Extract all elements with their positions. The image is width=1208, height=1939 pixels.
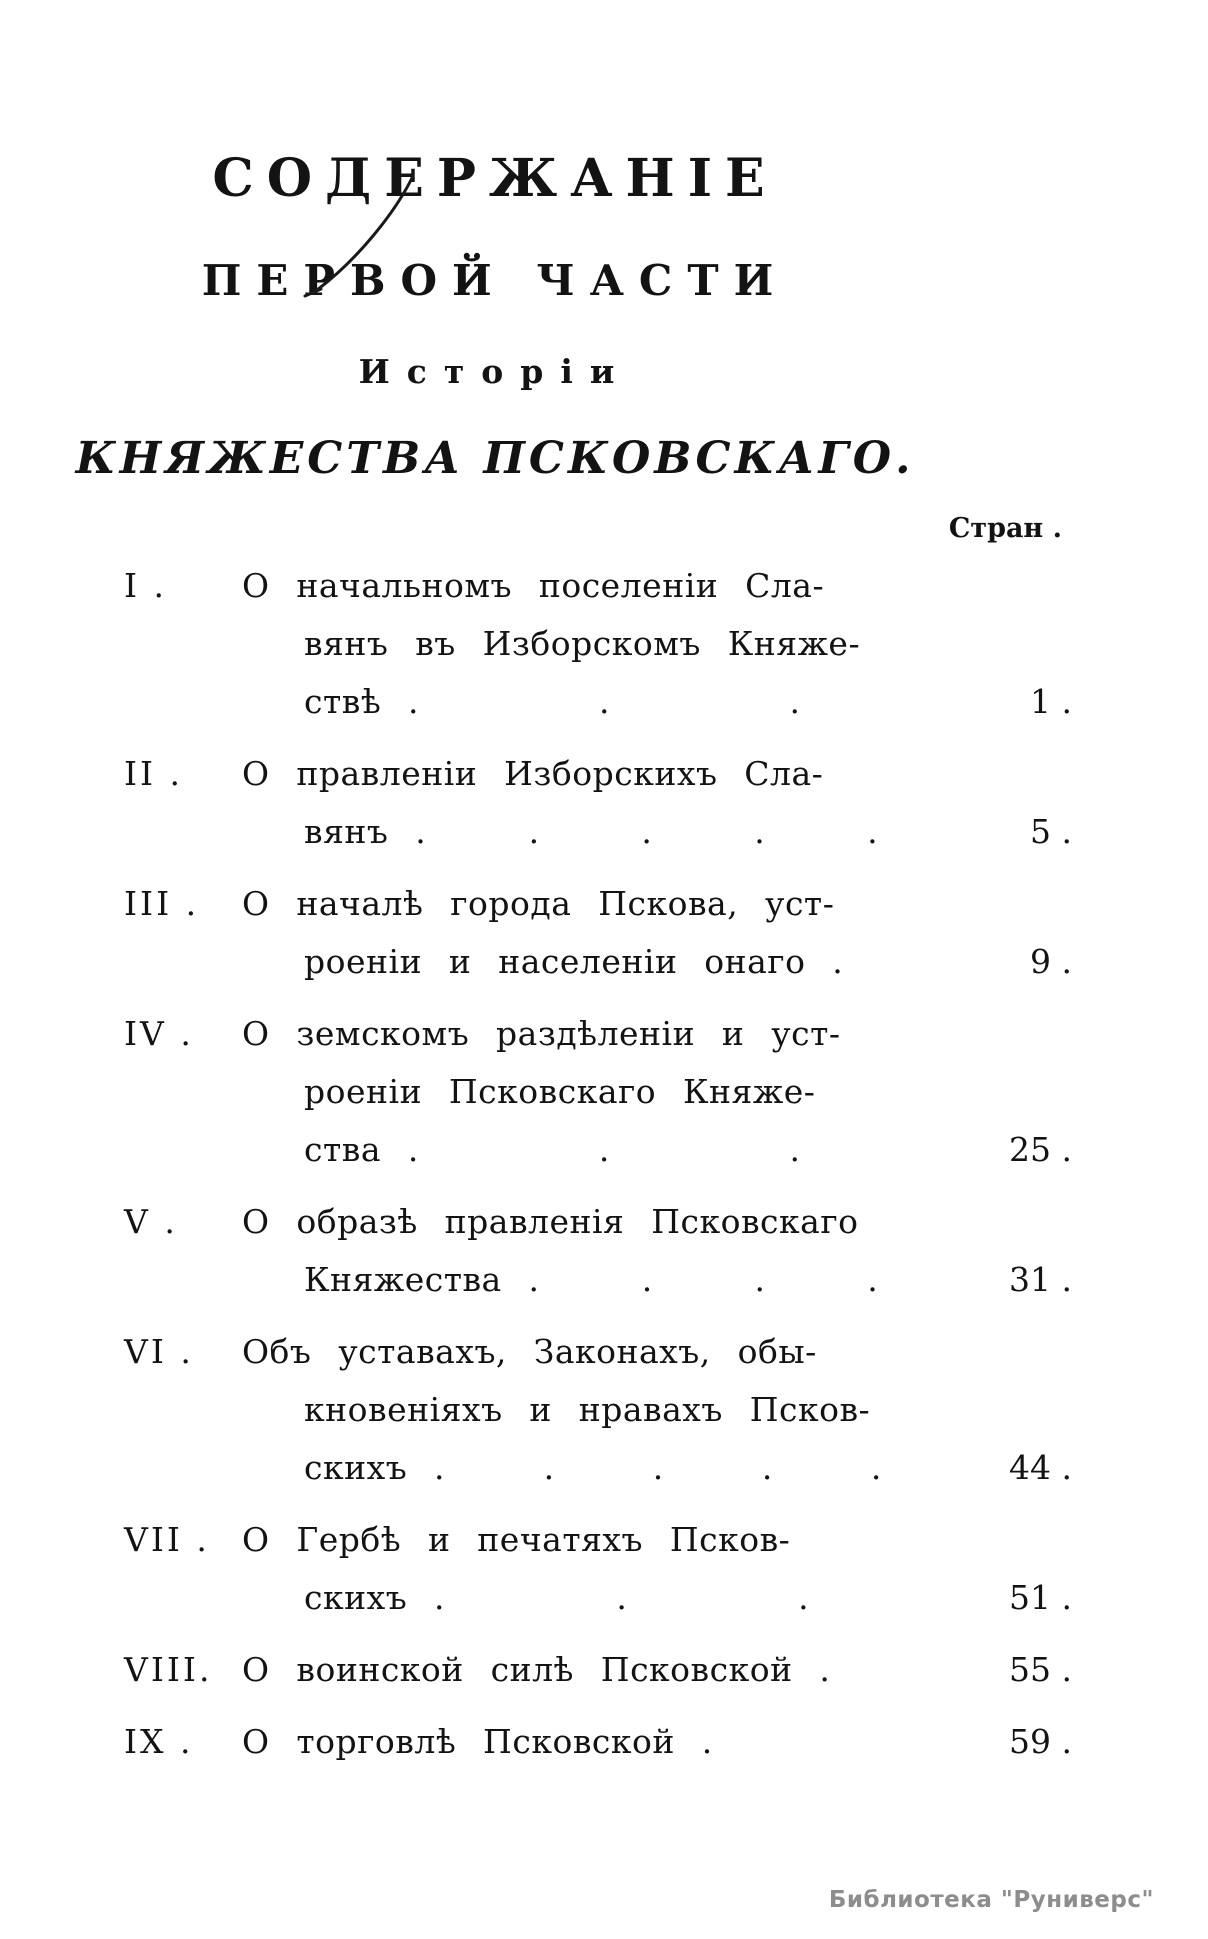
toc-line [124, 754, 1072, 812]
chapter-numeral: IV . [124, 1014, 194, 1053]
toc-list [124, 566, 1072, 1780]
toc-line [124, 1390, 1072, 1448]
toc-line [124, 884, 1072, 942]
dot-leader: . . . . [543, 1448, 882, 1487]
chapter-title-line: О образѣ правленія Псковскаго [242, 1202, 859, 1241]
toc-line [124, 1332, 1072, 1390]
chapter-numeral: IX . [124, 1722, 194, 1761]
page-number: 1 . [1030, 682, 1072, 721]
chapter-title-line: кновеніяхъ и нравахъ Псков- [304, 1390, 871, 1429]
chapter-title-line: роеніи и населеніи онаго . [304, 942, 844, 981]
toc-line [124, 812, 1072, 870]
chapter-numeral: I . [124, 566, 168, 605]
page-title: СОДЕРЖАНІЕ [212, 148, 778, 209]
chapter-title-line: О начальномъ поселеніи Сла- [242, 566, 825, 605]
toc-header [0, 0, 990, 486]
toc-line [124, 1130, 1072, 1188]
chapter-title-line: О торговлѣ Псковской . [242, 1722, 713, 1761]
page-column-label: Стран . [948, 513, 1062, 544]
page-number: 51 . [1009, 1578, 1072, 1617]
chapter-title-line: Объ уставахъ, Законахъ, обы- [242, 1332, 817, 1371]
toc-line [124, 1722, 1072, 1780]
chapter-title-line: О правленіи Изборскихъ Сла- [242, 754, 824, 793]
chapter-title-line: вянъ въ Изборскомъ Княже- [304, 624, 861, 663]
toc-line [124, 682, 1072, 740]
page-number: 5 . [1030, 812, 1072, 851]
toc-line [124, 1072, 1072, 1130]
page-number: 55 . [1009, 1650, 1072, 1689]
chapter-title-line: ства . [304, 1130, 419, 1169]
toc-line [124, 1202, 1072, 1260]
toc-line [124, 1520, 1072, 1578]
toc-entry [124, 884, 1072, 1000]
toc-line [124, 624, 1072, 682]
library-watermark: Библиотека "Руниверс" [828, 1887, 1154, 1913]
chapter-title-line: вянъ . [304, 812, 427, 851]
toc-line [124, 1260, 1072, 1318]
page-number: 59 . [1009, 1722, 1072, 1761]
dot-leader: . . . [641, 1260, 878, 1299]
page-number: 9 . [1030, 942, 1072, 981]
page-number: 31 . [1009, 1260, 1072, 1299]
toc-entry [124, 1202, 1072, 1318]
toc-line [124, 1578, 1072, 1636]
part-subtitle: ПЕРВОЙ ЧАСТИ [201, 256, 789, 305]
chapter-title-line: О воинской силѣ Псковской . [242, 1650, 831, 1689]
dot-leader: . . . . [528, 812, 878, 851]
toc-entry [124, 1332, 1072, 1506]
toc-entry [124, 1722, 1072, 1780]
chapter-title-line: О земскомъ раздѣленіи и уст- [242, 1014, 841, 1053]
page-number: 25 . [1009, 1130, 1072, 1169]
chapter-title-line: скихъ . [304, 1578, 446, 1617]
series-title: Исторіи [358, 352, 632, 391]
toc-line [124, 1650, 1072, 1708]
toc-line [124, 1014, 1072, 1072]
toc-line [124, 942, 1072, 1000]
chapter-numeral: VII . [124, 1520, 210, 1559]
work-title: КНЯЖЕСТВА ПСКОВСКАГО. [75, 433, 915, 484]
toc-entry [124, 1650, 1072, 1708]
chapter-title-line: Княжества . [304, 1260, 540, 1299]
page-number: 44 . [1009, 1448, 1072, 1487]
toc-entry [124, 566, 1072, 740]
chapter-numeral: VI . [124, 1332, 194, 1371]
toc-line [124, 1448, 1072, 1506]
chapter-title-line: О Гербѣ и печатяхъ Псков- [242, 1520, 791, 1559]
dot-leader: . . [598, 1130, 800, 1169]
chapter-numeral: V . [124, 1202, 178, 1241]
chapter-numeral: II . [124, 754, 184, 793]
toc-entry [124, 1014, 1072, 1188]
chapter-numeral: III . [124, 884, 200, 923]
chapter-numeral: VIII. [124, 1650, 213, 1689]
dot-leader: . . [599, 682, 801, 721]
chapter-title-line: ствѣ . [304, 682, 420, 721]
chapter-title-line: скихъ . [304, 1448, 446, 1487]
toc-line [124, 566, 1072, 624]
toc-entry [124, 1520, 1072, 1636]
chapter-title-line: О началѣ города Пскова, уст- [242, 884, 835, 923]
dot-leader: . . [616, 1578, 809, 1617]
chapter-title-line: роеніи Псковскаго Княже- [304, 1072, 816, 1111]
toc-entry [124, 754, 1072, 870]
